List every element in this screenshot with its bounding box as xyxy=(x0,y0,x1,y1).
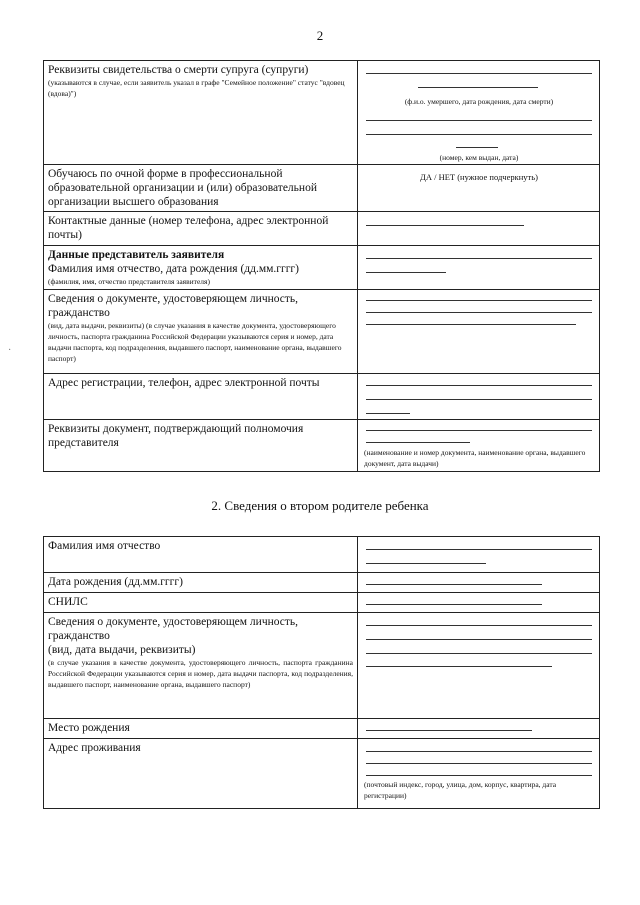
table-row xyxy=(44,61,600,165)
fill-line[interactable] xyxy=(366,639,592,640)
table-row xyxy=(44,165,600,212)
fill-line[interactable] xyxy=(366,549,592,550)
fill-line[interactable] xyxy=(366,272,446,273)
fill-line[interactable] xyxy=(366,763,592,764)
input-cell[interactable] xyxy=(358,420,600,472)
input-cell[interactable] xyxy=(358,212,600,246)
field-label: Контактные данные (номер телефона, адрес электронной почты) xyxy=(48,215,329,241)
field-label-cell xyxy=(44,739,358,809)
input-cell[interactable] xyxy=(358,739,600,809)
section-subtitle: Данные представитель заявителя xyxy=(48,249,225,261)
fill-line[interactable] xyxy=(366,134,592,135)
field-label: Реквизиты документ, подтверждающий полномочия представителя xyxy=(48,423,304,449)
applicant-table xyxy=(43,60,600,472)
table-row xyxy=(44,420,600,472)
page-number: 2 xyxy=(316,28,324,43)
fill-line[interactable] xyxy=(366,73,592,74)
input-cell[interactable] xyxy=(358,374,600,420)
field-label: Адрес проживания xyxy=(48,742,141,754)
table-row xyxy=(44,374,600,420)
field-note: (в случае указания в качестве документа, удостоверяющего личность, паспорта гражданина Российской Федерации указываются серия и номер, дата выдачи паспорта, код подразделения, выдавшего паспорт, наименование органа, выдавшего паспорт) xyxy=(48,658,353,689)
fill-line[interactable] xyxy=(366,324,576,325)
field-label-cell xyxy=(44,61,358,165)
input-cell[interactable] xyxy=(358,290,600,374)
second-parent-table xyxy=(43,536,600,809)
field-note: (вид, дата выдачи, реквизиты) (в случае указания в качестве документа, удостоверяющего личность, паспорта гражданина Российской Федерации указываются серия и номер, дата выдачи паспорта, код подразделения, выдавшего паспорт, наименование органа, выдавшего паспорт) xyxy=(48,321,342,363)
fill-line[interactable] xyxy=(366,430,592,431)
section-title: 2. Сведения о втором родителе ребенка xyxy=(211,498,429,513)
fill-line[interactable] xyxy=(366,563,486,564)
table-row xyxy=(44,212,600,246)
field-caption: (номер, кем выдан, дата) xyxy=(439,153,519,162)
fill-line[interactable] xyxy=(366,666,552,667)
field-label: Адрес регистрации, телефон, адрес электронной почты xyxy=(48,377,320,389)
input-cell[interactable] xyxy=(358,573,600,593)
input-cell[interactable] xyxy=(358,613,600,719)
field-label-cell xyxy=(44,573,358,593)
field-label: Фамилия имя отчество xyxy=(48,540,161,552)
fill-line[interactable] xyxy=(366,730,532,731)
field-label-cell xyxy=(44,719,358,739)
fill-line[interactable] xyxy=(366,442,470,443)
table-row xyxy=(44,537,600,573)
field-label-cell xyxy=(44,212,358,246)
field-label-cell xyxy=(44,537,358,573)
fill-line[interactable] xyxy=(456,147,498,148)
yes-no-choice[interactable]: ДА / НЕТ (нужное подчеркнуть) xyxy=(420,172,538,182)
field-label: Дата рождения (дд.мм.гггг) xyxy=(48,576,183,588)
fill-line[interactable] xyxy=(366,225,524,226)
table-row xyxy=(44,246,600,290)
input-cell[interactable] xyxy=(358,719,600,739)
table-row xyxy=(44,739,600,809)
field-label-cell xyxy=(44,420,358,472)
field-sublabel: (вид, дата выдачи, реквизиты) xyxy=(48,644,196,656)
input-cell[interactable] xyxy=(358,246,600,290)
field-label-cell xyxy=(44,290,358,374)
field-label: Фамилия имя отчество, дата рождения (дд.мм.гггг) xyxy=(48,263,299,275)
field-caption: (почтовый индекс, город, улица, дом, корпус, квартира, дата регистрации) xyxy=(364,780,557,800)
field-label-cell xyxy=(44,374,358,420)
fill-line[interactable] xyxy=(366,258,592,259)
fill-line[interactable] xyxy=(366,312,592,313)
table-row xyxy=(44,719,600,739)
input-cell[interactable] xyxy=(358,61,600,165)
input-cell[interactable] xyxy=(358,165,600,212)
margin-mark: · xyxy=(8,345,12,356)
table-row xyxy=(44,613,600,719)
fill-line[interactable] xyxy=(366,300,592,301)
fill-line[interactable] xyxy=(366,653,592,654)
field-label: Обучаюсь по очной форме в профессиональной образовательной организации и (или) образовательной организации высшего образования xyxy=(48,168,317,208)
field-label: Сведения о документе, удостоверяющем личность, гражданство xyxy=(48,293,299,319)
fill-line[interactable] xyxy=(366,625,592,626)
fill-line[interactable] xyxy=(366,604,542,605)
field-label: Место рождения xyxy=(48,722,130,734)
field-caption: (наименование и номер документа, наименование органа, выдавшего документ, дата выдачи) xyxy=(364,448,586,468)
fill-line[interactable] xyxy=(366,385,592,386)
field-label-cell xyxy=(44,593,358,613)
table-row xyxy=(44,290,600,374)
table-row xyxy=(44,593,600,613)
field-label: Сведения о документе, удостоверяющем личность, гражданство xyxy=(48,616,299,642)
field-caption: (ф.и.о. умершего, дата рождения, дата смерти) xyxy=(404,97,554,106)
input-cell[interactable] xyxy=(358,537,600,573)
fill-line[interactable] xyxy=(366,399,592,400)
fill-line[interactable] xyxy=(366,584,542,585)
fill-line[interactable] xyxy=(418,87,538,88)
field-label-cell xyxy=(44,246,358,290)
fill-line[interactable] xyxy=(366,775,592,776)
table-row xyxy=(44,573,600,593)
field-label-cell xyxy=(44,613,358,719)
fill-line[interactable] xyxy=(366,413,410,414)
field-note: (фамилия, имя, отчество представителя заявителя) xyxy=(48,277,210,286)
field-note: (указываются в случае, если заявитель указал в графе "Семейное положение" статус "вдовец (вдова)") xyxy=(48,78,345,98)
fill-line[interactable] xyxy=(366,120,592,121)
field-label: СНИЛС xyxy=(48,596,88,608)
field-label: Реквизиты свидетельства о смерти супруга (супруги) xyxy=(48,64,309,76)
fill-line[interactable] xyxy=(366,751,592,752)
field-label-cell xyxy=(44,165,358,212)
input-cell[interactable] xyxy=(358,593,600,613)
